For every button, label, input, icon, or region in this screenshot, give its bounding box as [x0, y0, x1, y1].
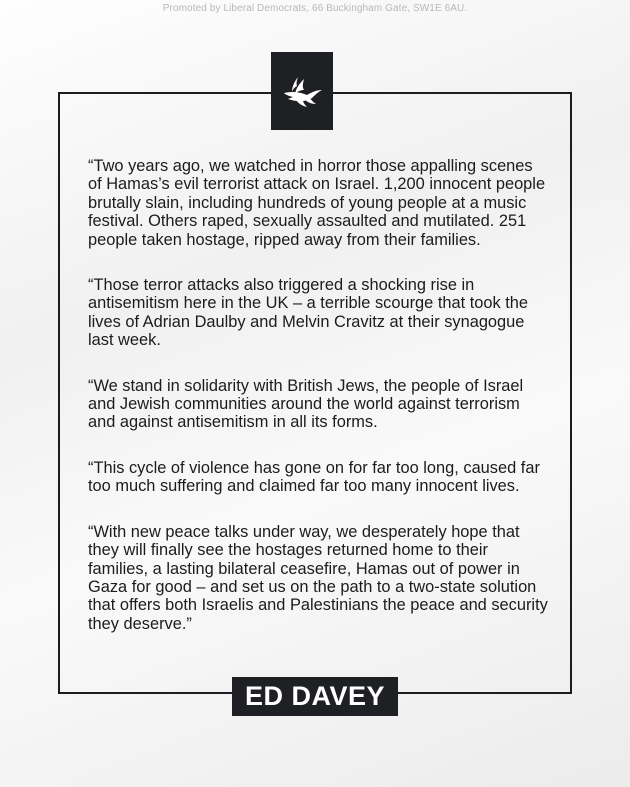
statement-paragraph-3: “We stand in solidarity with British Jews, the people of Israel and Jewish communities around the world against terrorism and against antisemitism in all its forms. [88, 376, 524, 432]
signature-name: ED DAVEY [232, 677, 398, 716]
promoted-by-notice: Promoted by Liberal Democrats, 66 Buckingham Gate, SW1E 6AU. [162, 3, 468, 14]
party-logo [271, 52, 333, 130]
statement-paragraph-5: “With new peace talks under way, we desperately hope that they will finally see the hostages returned home to their families, a lasting bilateral ceasefire, Hamas out of power in Gaza for good – and set us on the path to a two-state solution that offers both Israelis and Palestinians the peace and security they deserve.” [88, 522, 548, 633]
statement-paragraph-2: “Those terror attacks also triggered a shocking rise in antisemitism here in the UK – a terrible scourge that took the lives of Adrian Daulby and Melvin Cravitz at their synagogue last week. [88, 276, 529, 350]
statement-text [88, 157, 548, 633]
statement-paragraph-4: “This cycle of violence has gone on for far too long, caused far too much suffering and claimed far too many innocent lives. [88, 458, 540, 496]
liberal-democrats-bird-icon [274, 69, 330, 113]
statement-paragraph-1: “Two years ago, we watched in horror those appalling scenes of Hamas’s evil terrorist attack on Israel. 1,200 innocent people brutally slain, including hundreds of young people at a music festival. Others raped, sexually assaulted and mutilated. 251 people taken hostage, ripped away from their families. [88, 157, 546, 249]
